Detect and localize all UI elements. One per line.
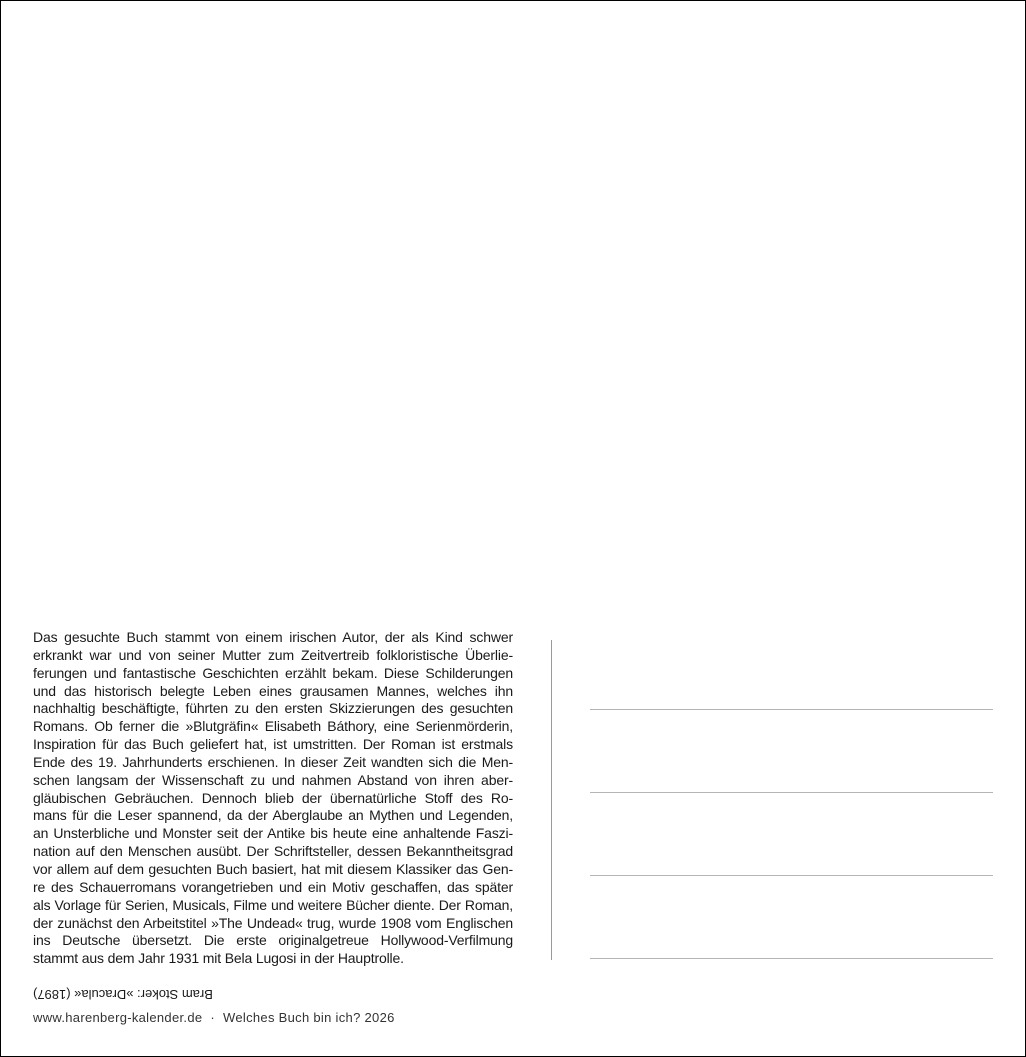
- text-line: schen langsam der Wissenschaft zu und nahmen Abstand von ihren aber-: [33, 771, 513, 788]
- footer: [33, 1009, 395, 1026]
- footer-separator: ·: [210, 1010, 216, 1025]
- note-line: [590, 709, 993, 710]
- text-line: Ende des 19. Jahrhunderts erschienen. In dieser Zeit wandten sich die Men-: [33, 753, 513, 770]
- footer-title: Welches Buch bin ich? 2026: [223, 1010, 395, 1025]
- text-line: stammt aus dem Jahr 1931 mit Bela Lugosi in der Hauptrolle.: [33, 950, 404, 967]
- footer-website: www.harenberg-kalender.de: [33, 1010, 203, 1025]
- vertical-divider: [551, 640, 552, 960]
- text-line: ferungen und fantastische Geschichten erzählt bekam. Diese Schilderungen: [33, 664, 513, 681]
- note-line: [590, 792, 993, 793]
- text-line: Inspiration für das Buch geliefert hat, ist umstritten. Der Roman ist erstmals: [33, 736, 513, 753]
- note-line: [590, 875, 993, 876]
- text-line: ins Deutsche übersetzt. Die erste originalgetreue Hollywood-Verfilmung: [33, 932, 513, 949]
- text-line: Romans. Ob ferner die »Blutgräfin« Elisabeth Báthory, eine Serienmörderin,: [33, 718, 513, 735]
- text-line: der zunächst den Arbeitstitel »The Undead« trug, wurde 1908 vom Englischen: [33, 914, 513, 931]
- text-line: gläubischen Gebräuchen. Dennoch blieb der übernatürliche Stoff des Ro-: [33, 789, 513, 806]
- text-line: an Unsterbliche und Monster seit der Antike bis heute eine anhaltende Faszi-: [33, 825, 513, 842]
- text-line: Das gesuchte Buch stammt von einem irischen Autor, der als Kind schwer: [33, 629, 513, 645]
- text-line: als Vorlage für Serien, Musicals, Filme und weitere Bücher diente. Der Roman,: [33, 896, 513, 913]
- upside-down-solution: Bram Stoker: »Dracula« (1897): [33, 987, 213, 1002]
- text-line: vor allem auf dem gesuchten Buch basiert, hat mit diesem Klassiker das Gen-: [33, 860, 513, 877]
- text-line: erkrankt war und von seiner Mutter zum Zeitvertreib folkloristische Überlie-: [33, 646, 513, 663]
- note-line: [590, 958, 993, 959]
- text-line: nachhaltig beschäftigte, führten zu den ersten Skizzierungen des gesuchten: [33, 700, 513, 717]
- text-line: und das historisch belegte Leben eines grausamen Mannes, welches ihn: [33, 682, 513, 699]
- riddle-text: [33, 629, 513, 968]
- text-line: nation auf den Menschen ausübt. Der Schriftsteller, dessen Bekanntheitsgrad: [33, 843, 513, 860]
- text-line: re des Schauerromans vorangetrieben und ein Motiv geschaffen, das später: [33, 878, 513, 895]
- text-line: mans für die Leser spannend, da der Aberglaube an Mythen und Legenden,: [33, 807, 513, 824]
